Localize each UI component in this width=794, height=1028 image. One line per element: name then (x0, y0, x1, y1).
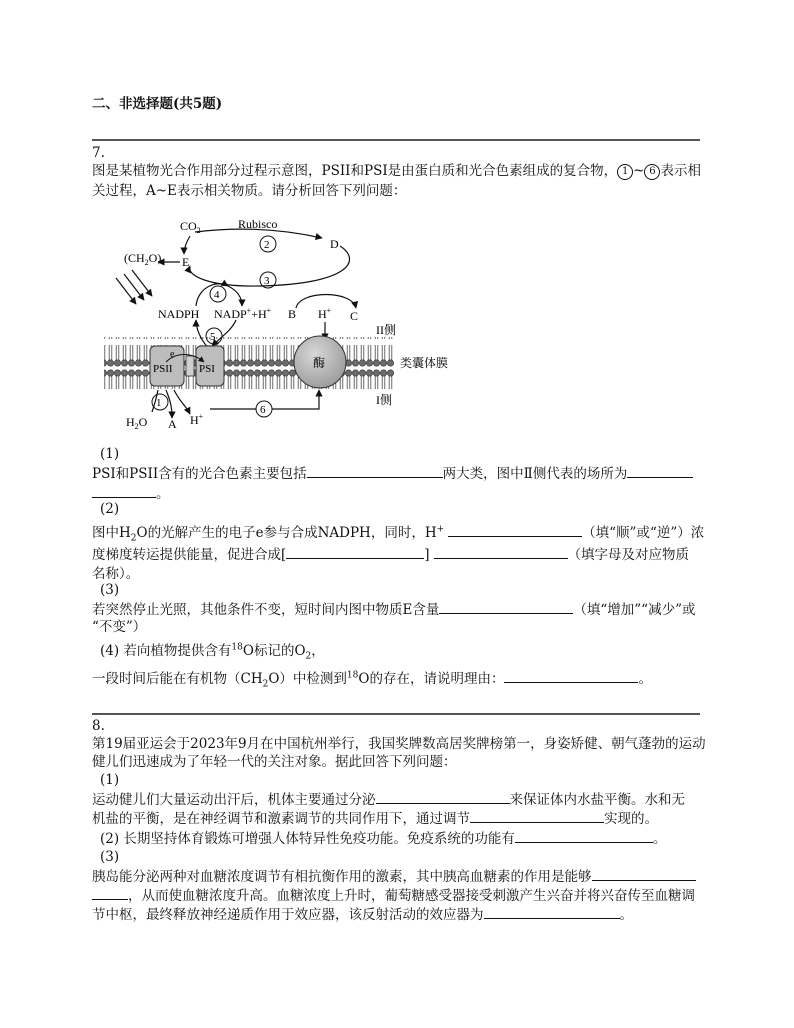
label-rubisco: Rubisco (238, 217, 278, 231)
q8-sub3-line1: 胰岛能分泌两种对血糖浓度调节有相抗衡作用的激素，其中胰高血糖素的作用是能够 (92, 866, 696, 887)
arrow-to-h-bottom (174, 390, 190, 414)
label-co2: $CO_2$ (180, 219, 201, 235)
q7-sub2-line2: 度梯度转运提供能量，促进合成[ ] （填字母及对应物质 (92, 544, 689, 565)
q8-stem-line1: 第19届亚运会于2023年9月在中国杭州举行，我国奖牌数高居奖牌榜第一，身姿矫健、朝气蓬勃的运动 (92, 736, 706, 752)
q8-sub3-line2: ，从而使血糖浓度升高。血糖浓度上升时，葡萄糖感受器接受刺激产生兴奋并将兴奋传至血糖调 (92, 885, 695, 906)
label-side1: I侧 (376, 393, 392, 407)
label-nadp-plus-h: NADP++H+ (214, 306, 272, 321)
q7-sub1-label: (1) (100, 446, 120, 462)
label-nadph: NADPH (158, 307, 200, 321)
label-d: D (330, 237, 339, 251)
label-a: A (168, 417, 177, 431)
q7-sub3-label: (3) (100, 582, 120, 598)
answer-blank[interactable] (286, 544, 424, 559)
label-electron: e (170, 349, 175, 360)
q8-sub3-label: (3) (100, 849, 120, 865)
step-6-icon: 6 (260, 404, 266, 416)
label-e: E (182, 255, 190, 269)
arrow-nadp-up (228, 286, 242, 306)
step-3-icon: 3 (264, 275, 270, 287)
q7-stem-line2: 关过程，A~E表示相关物质。请分析回答下列问题： (92, 183, 407, 199)
q7-sub4-line1: (4) 若向植物提供含有$^{18}$O标记的$O_2$， (100, 642, 325, 662)
step-5-icon: 5 (210, 331, 216, 343)
q7-sub2-line1: 图中$H_2O$的光解产生的电子e参与合成NADPH，同时，H+ （填“顺”或“逆”）浓 (92, 522, 704, 543)
circled-1-icon: 1 (617, 164, 633, 180)
answer-blank[interactable] (627, 463, 693, 478)
answer-blank[interactable] (515, 828, 653, 843)
q7-sub4-line2: 一段时间后能在有机物$(CH_2O)$中检测到$^{18}$O的存在，请说明理由： 。 (92, 668, 652, 689)
answer-blank[interactable] (434, 544, 568, 559)
circled-6-icon: 6 (644, 164, 660, 180)
answer-blank[interactable] (470, 808, 604, 823)
label-psi: PSI (199, 363, 215, 375)
label-h2o: $H_2O$ (126, 415, 148, 431)
label-c: C (350, 309, 359, 323)
arrow-nadph-up (196, 284, 228, 306)
q7-sub1-line1: PSI和PSII含有的光合色素主要包括 两大类，图中Ⅱ侧代表的场所为 (92, 463, 693, 484)
divider-q8 (92, 713, 700, 715)
answer-blank[interactable] (484, 904, 620, 919)
q8-sub3-line3: 节中枢，最终释放神经递质作用于效应器，该反射活动的效应器为 。 (92, 904, 633, 925)
q8-sub1-line2: 机盐的平衡，是在神经调节和激素调节的共同作用下，通过调节 实现的。 (92, 808, 658, 829)
membrane-bilayer (104, 337, 394, 389)
answer-blank[interactable] (92, 483, 156, 498)
label-h-top: H+ (318, 306, 332, 321)
label-b: B (288, 307, 297, 321)
answer-blank[interactable] (307, 463, 443, 478)
q8-sub1-line1: 运动健儿们大量运动出汗后，机体主要通过分泌 来保证体内水盐平衡。水和无 (92, 789, 685, 810)
q7-number: 7. (92, 145, 105, 161)
answer-blank[interactable] (439, 599, 573, 614)
q7-sub2-line3: 名称）。 (92, 566, 140, 582)
cytochrome-complex (186, 356, 194, 376)
q7-sub3-line1: 若突然停止光照，其他条件不变，短时间内图中物质E含量 （填“增加”“减少”或 (92, 599, 695, 620)
label-membrane: 类囊体膜 (400, 356, 449, 370)
light-ray (116, 278, 136, 304)
q7-sub3-line2: “不变”） (92, 619, 147, 635)
divider-q7 (92, 139, 700, 141)
q8-number: 8. (92, 718, 105, 734)
q7-stem-line1: 图是某植物光合作用部分过程示意图，PSII和PSI是由蛋白质和光合色素组成的复合物， 1 ~ 6 表示相 (92, 163, 701, 179)
label-ch2o: $(CH_2O)$ (124, 251, 162, 267)
label-psii: PSII (153, 363, 173, 375)
answer-blank[interactable] (92, 885, 128, 900)
q8-sub2: (2) 长期坚持体育锻炼可增强人体特异性免疫功能。免疫系统的功能有 。 (100, 828, 666, 849)
q7-sub1-line2: 。 (92, 483, 170, 504)
label-h-bottom: H+ (190, 412, 204, 427)
answer-blank[interactable] (376, 789, 510, 804)
label-side2: II侧 (376, 323, 396, 337)
arrow-co2-down (184, 236, 190, 254)
step-1-icon: 1 (156, 397, 162, 409)
light-ray (132, 270, 152, 296)
step-4-icon: 4 (214, 289, 220, 301)
answer-blank[interactable] (504, 668, 638, 683)
light-ray (124, 274, 144, 300)
label-enzyme: 酶 (313, 356, 326, 370)
step-2-icon: 2 (264, 239, 270, 251)
section-title: 二、非选择题(共5题) (92, 96, 223, 112)
photosynthesis-diagram (100, 212, 470, 434)
q8-sub1-label: (1) (100, 772, 120, 788)
arrow-to-a (166, 390, 172, 418)
answer-blank[interactable] (592, 866, 696, 881)
q7-sub2-label: (2) (100, 501, 120, 517)
q8-stem-line2: 健儿们迅速成为了年轻一代的关注对象。据此回答下列问题： (92, 754, 457, 770)
answer-blank[interactable] (448, 522, 582, 537)
